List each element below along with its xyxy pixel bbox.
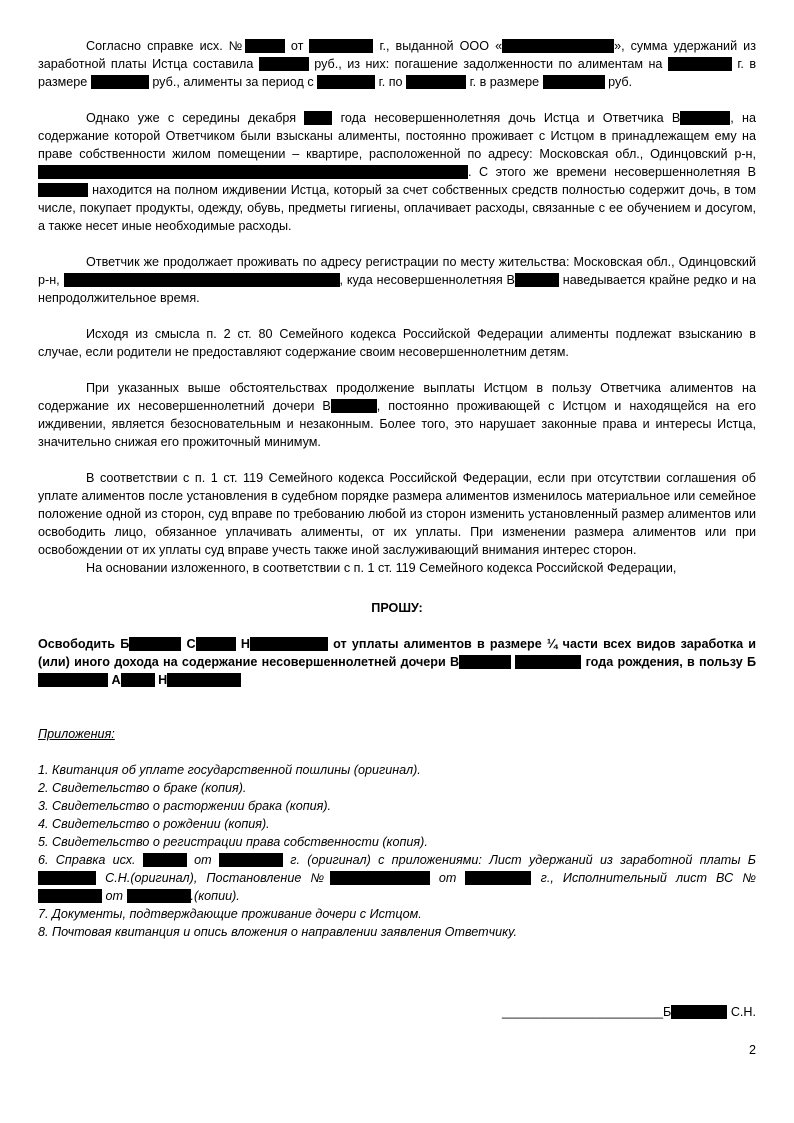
redaction (38, 871, 96, 885)
redaction (38, 183, 88, 197)
document-body (38, 37, 756, 941)
attachment-item: 7. Документы, подтверждающие проживание дочери с Истцом. (38, 907, 422, 921)
redaction (465, 871, 531, 885)
attachment-item: 2. Свидетельство о браке (копия). (38, 781, 247, 795)
redaction (330, 871, 430, 885)
attachment-item: 6. Справка исх. от г. (оригинал) с приложениями: Лист удержаний из заработной платы Б С.Н.(оригинал), Постановление № от г., Исполнительный лист ВС № от .(копии). (38, 853, 757, 903)
redaction (309, 39, 373, 53)
redaction (671, 1005, 727, 1019)
redaction (38, 165, 468, 179)
redaction (406, 75, 466, 89)
signature-line: _______________________Б С.Н. (501, 1005, 756, 1019)
attachment-item: 8. Почтовая квитанция и опись вложения о направлении заявления Ответчику. (38, 925, 518, 939)
redaction (38, 889, 102, 903)
redaction (219, 853, 283, 867)
attachment-item: 4. Свидетельство о рождении (копия). (38, 817, 270, 831)
redaction (121, 673, 155, 687)
redaction (680, 111, 730, 125)
attachment-item: 3. Свидетельство о расторжении брака (копия). (38, 799, 332, 813)
redaction (245, 39, 285, 53)
redaction (304, 111, 332, 125)
redaction (331, 399, 377, 413)
redaction (459, 655, 511, 669)
redaction (167, 673, 241, 687)
redaction (64, 273, 340, 287)
paragraph-defendant-address: Ответчик же продолжает проживать по адресу регистрации по месту жительства: Московская обл., Одинцовский р-н, , куда несовершеннолетняя В наведывается крайне редко и на непродолжительное время. (38, 255, 757, 305)
redaction (317, 75, 375, 89)
redaction (259, 57, 309, 71)
redaction (668, 57, 732, 71)
paragraph-article-119: В соответствии с п. 1 ст. 119 Семейного кодекса Российской Федерации, если при отсутствии соглашения об уплате алиментов после установления в судебном порядке размера алиментов изменилось материальное или семейное положение одной из сторон, суд вправе по требованию любой из сторон изменить установленный размер алиментов или освободить лицо, обязанное уплачивать алименты, от их уплаты. При изменении размера алиментов или при освобождении от их уплаты суд вправе учесть также иной заслуживающий внимания интерес сторон. (38, 471, 756, 557)
redaction (502, 39, 614, 53)
attachments-list (38, 761, 756, 941)
redaction (250, 637, 328, 651)
attachments-heading: Приложения: (38, 727, 115, 741)
attachment-item: 1. Квитанция об уплате государственной пошлины (оригинал). (38, 763, 421, 777)
redaction (38, 673, 108, 687)
redaction (129, 637, 181, 651)
redaction (127, 889, 191, 903)
redaction (515, 655, 581, 669)
paragraph-circumstances: При указанных выше обстоятельствах продолжение выплаты Истцом в пользу Ответчика алиментов на содержание их несовершеннолетний дочери В , постоянно проживающей с Истцом и находящейся на его иждивении, является безосновательным и незаконным. Более того, это нарушает законные права и интересы Истца, значительно снижая его прожиточный минимум. (38, 381, 756, 449)
redaction (91, 75, 149, 89)
attachment-item: 5. Свидетельство о регистрации права собственности (копия). (38, 835, 428, 849)
paragraph-article-80: Исходя из смысла п. 2 ст. 80 Семейного кодекса Российской Федерации алименты подлежат взысканию в случае, если родители не предоставляют содержание своим несовершеннолетним детям. (38, 327, 756, 359)
request-heading: ПРОШУ: (371, 601, 423, 615)
paragraph-basis: На основании изложенного, в соответствии с п. 1 ст. 119 Семейного кодекса Российской Федерации, (86, 561, 677, 575)
paragraph-daughter-residence: Однако уже с середины декабря года несовершеннолетняя дочь Истца и Ответчика В , на содержание которой Ответчиком были взысканы алименты, постоянно проживает с Истцом в принадлежащем ему на праве собственности жилом помещении – квартире, расположенной по адресу: Московская обл., Одинцовский р-н, . С этого же времени несовершеннолетняя В находится на полном иждивении Истца, который за счет собственных средств полностью содержит дочь, в том числе, покупает продукты, одежду, обувь, предметы гигиены, оплачивает расходы, связанные с ее обучением и досугом, а также несет иные необходимые расходы. (38, 111, 757, 233)
redaction (196, 637, 236, 651)
request-text: Освободить Б С Н от уплаты алиментов в размере ¼ части всех видов заработка и (или) иного дохода на содержание несовершеннолетней дочери В года рождения, в пользу Б А Н (38, 637, 757, 687)
redaction (143, 853, 187, 867)
redaction (543, 75, 605, 89)
page-number: 2 (748, 1043, 756, 1057)
paragraph-certificate: Согласно справке исх. № от г., выданной ООО « », сумма удержаний из заработной платы Истца составила руб., из них: погашение задолженности по алиментам на г. в размере руб., алименты за период с г. по г. в размере руб. (38, 39, 757, 89)
redaction (515, 273, 559, 287)
